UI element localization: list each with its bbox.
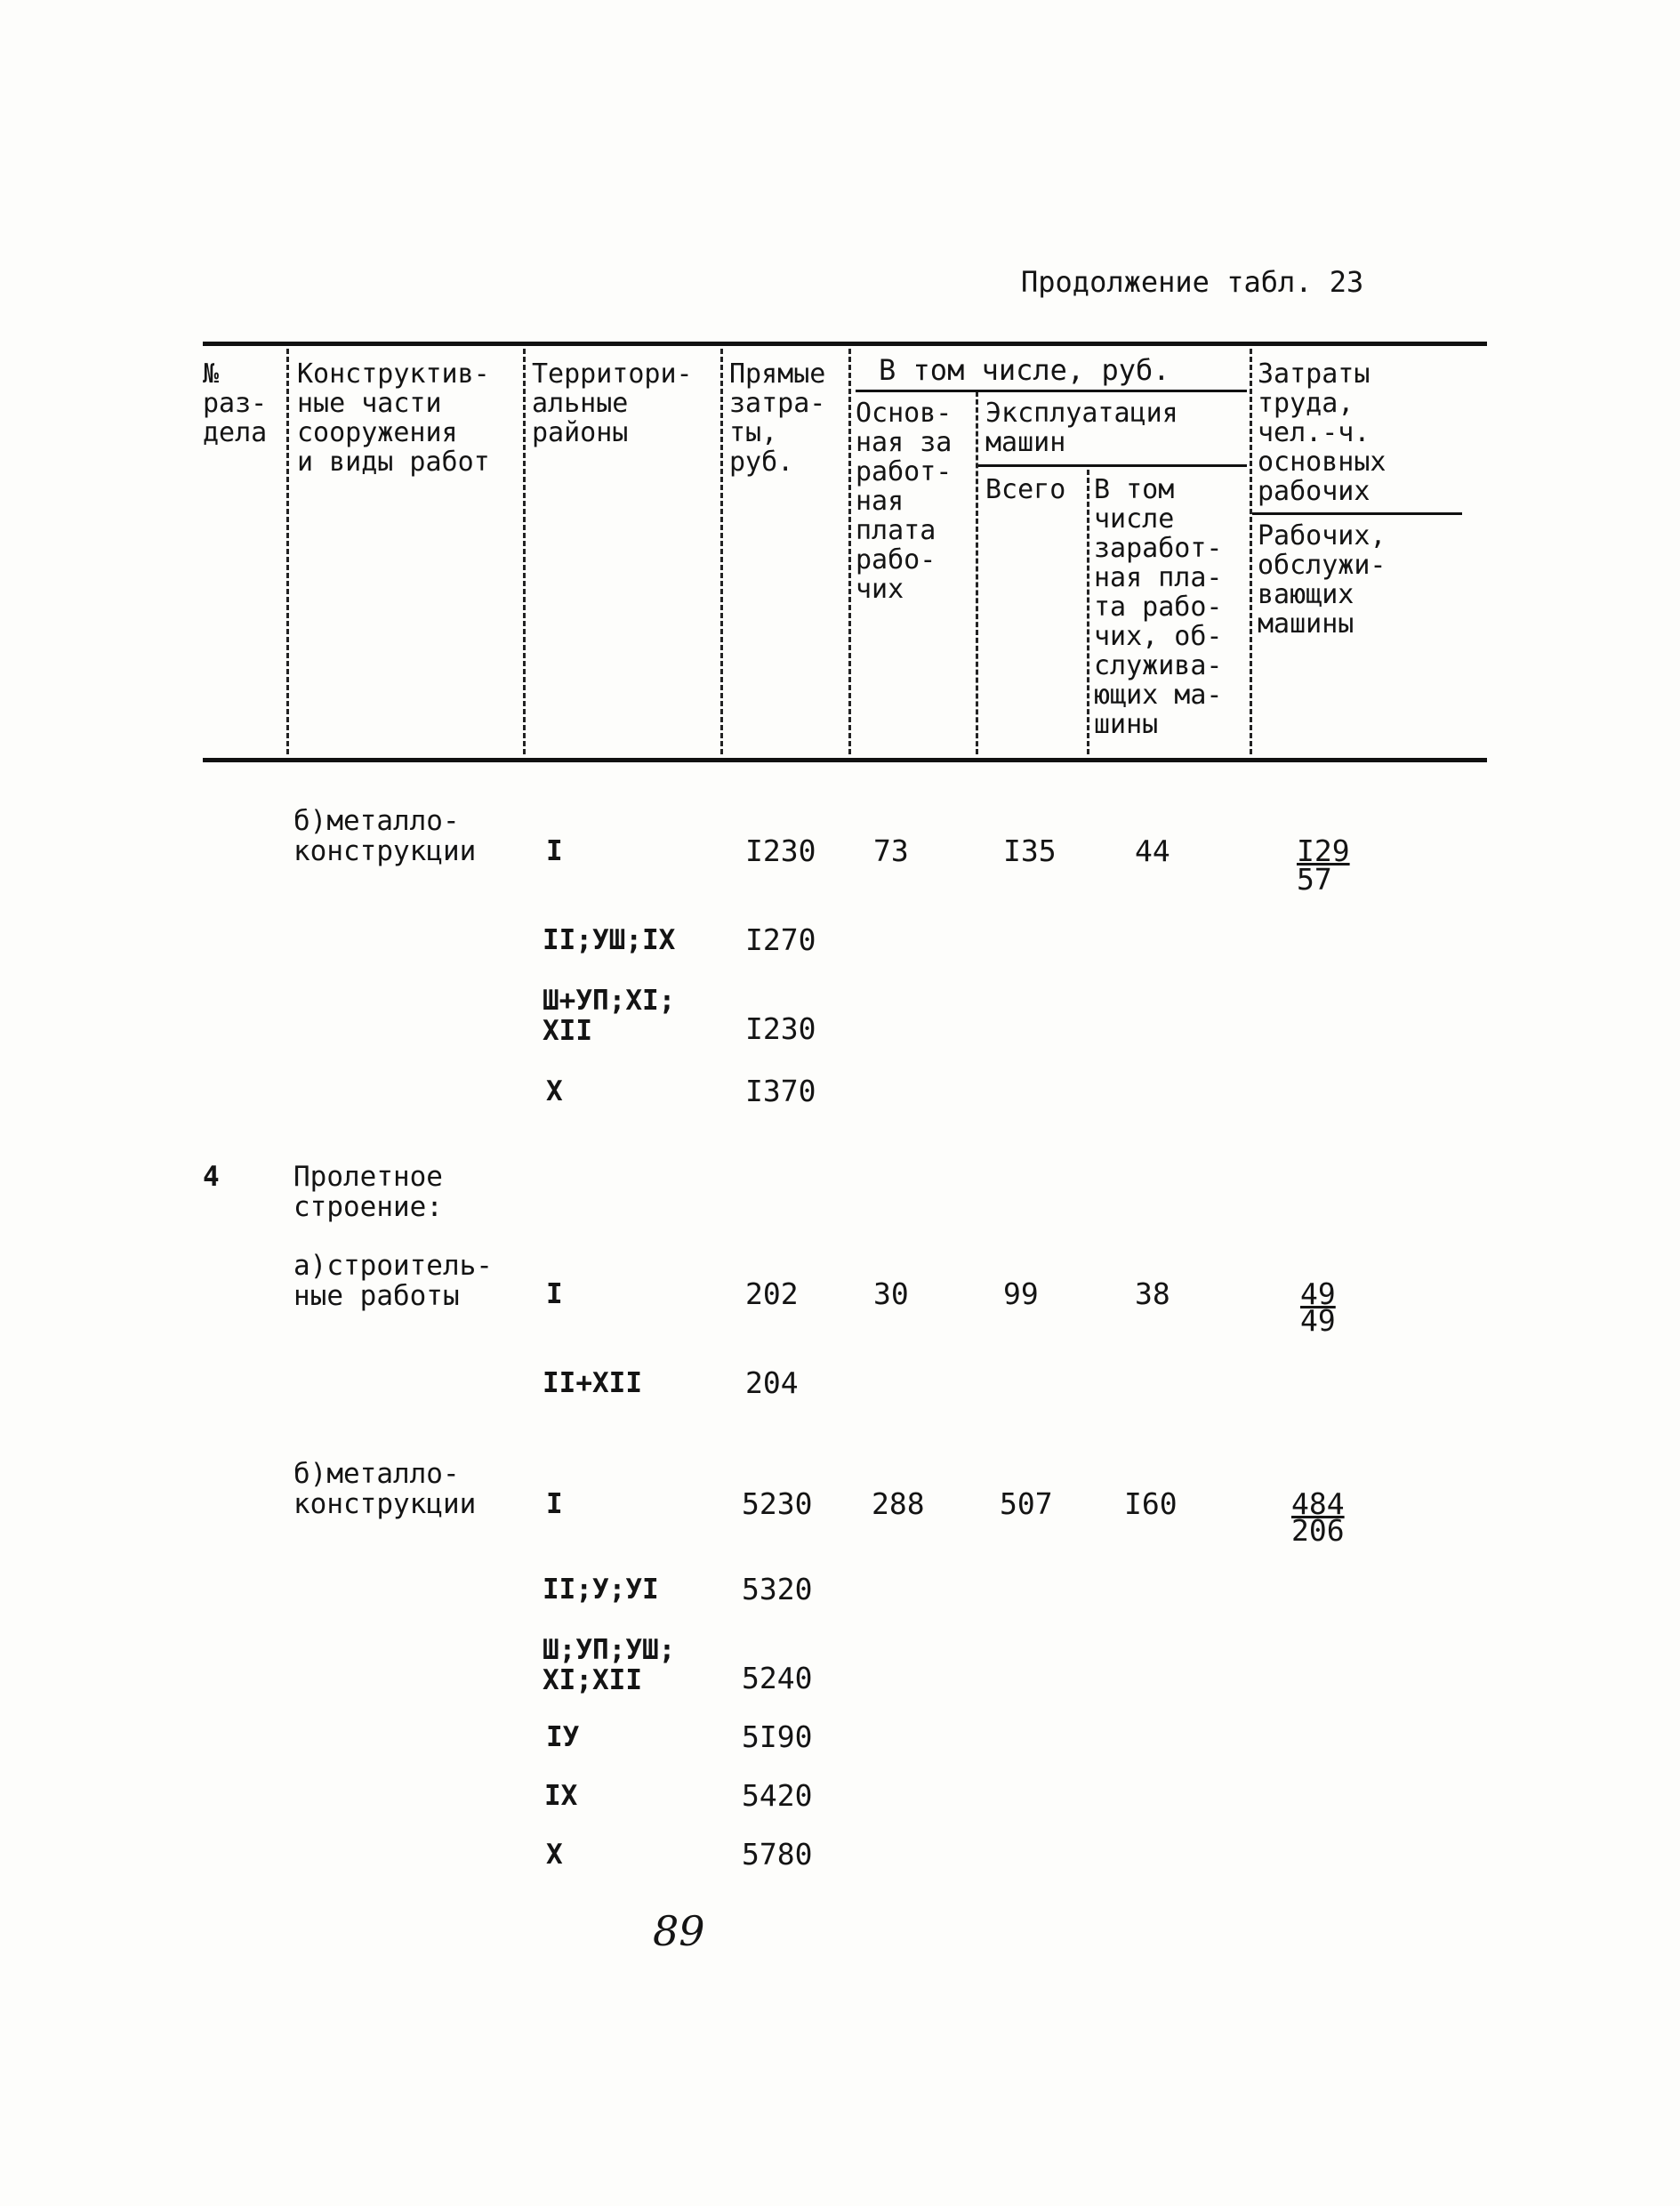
direct-cost-cell: 5780 [742,1837,813,1872]
wage-cell: 288 [872,1486,925,1521]
column-divider [848,349,851,754]
column-divider [1087,470,1089,754]
header-direct-costs: Прямые затра- ты, руб. [729,358,826,478]
machines-total-cell: I35 [1003,833,1057,868]
work-type-label: а)строитель- ные работы [293,1250,493,1312]
column-divider [1250,349,1252,754]
labor-service-value: 206 [1291,1513,1345,1548]
header-machine-wage: В том числе заработ- ная пла- та рабо- чих, об- служива- ющих ма- шины [1094,474,1223,740]
group-underline [856,390,1247,392]
direct-cost-cell: I230 [745,1011,816,1046]
region-cell: II+XII [543,1367,642,1399]
work-type-label: б)металло- конструкции [293,805,477,867]
header-labor-main: Затраты труда, чел.-ч. основных рабочих [1258,358,1387,507]
column-divider [523,349,526,754]
region-cell: II;У;УI [543,1574,659,1606]
group-underline [978,464,1247,467]
header-machines-total: Всего [985,474,1066,505]
labor-service-value: 57 [1297,862,1332,897]
direct-cost-cell: 5320 [742,1572,813,1606]
machines-total-cell: 507 [1000,1486,1053,1521]
wage-cell: 73 [873,833,909,868]
region-cell: I [546,1488,563,1520]
header-territorial-regions: Территори- альные районы [532,358,693,448]
labor-divider [1252,512,1462,515]
page-number: 89 [653,1907,705,1955]
region-cell: Ш;УП;УШ; XI;XII [543,1634,676,1696]
table-caption: Продолжение табл. 23 [1021,265,1364,299]
direct-cost-cell: I230 [745,833,816,868]
labor-main-value: I29 [1297,833,1350,868]
machine-wage-cell: I60 [1124,1486,1178,1521]
labor-main-value: 49 [1300,1276,1336,1311]
region-cell: IX [544,1780,578,1812]
direct-cost-cell: I370 [745,1074,816,1108]
direct-cost-cell: 5420 [742,1778,813,1813]
region-cell: I [546,835,563,867]
region-cell: Ш+УП;XI; XII [543,985,676,1047]
column-divider [286,349,289,754]
direct-cost-cell: I270 [745,922,816,957]
column-divider [720,349,723,754]
header-top-rule [203,342,1487,346]
direct-cost-cell: 5I90 [742,1719,813,1754]
machines-total-cell: 99 [1003,1276,1039,1311]
direct-cost-cell: 202 [745,1276,799,1311]
header-section-number: № раз- дела [203,358,268,448]
region-cell: I [546,1278,563,1310]
direct-cost-cell: 5230 [742,1486,813,1521]
header-group-incl: В том числе, руб. [879,353,1170,387]
direct-cost-cell: 204 [745,1365,799,1400]
region-cell: IУ [546,1721,580,1753]
header-structural-parts: Конструктив- ные части сооружения и виды работ [297,358,490,478]
machine-wage-cell: 38 [1135,1276,1170,1311]
header-bottom-rule [203,758,1487,762]
work-type-label: б)металло- конструкции [293,1458,477,1520]
machine-wage-cell: 44 [1135,833,1170,868]
header-basic-wage: Основ- ная за работ- ная плата рабо- чих [856,398,953,605]
region-cell: X [546,1839,563,1871]
labor-main-value: 484 [1291,1486,1345,1521]
region-cell: X [546,1075,563,1107]
region-cell: II;УШ;IX [543,924,676,956]
header-machine-operation: Эксплуатация машин [985,398,1178,458]
labor-service-value: 49 [1300,1303,1336,1338]
wage-cell: 30 [873,1276,909,1311]
section-number: 4 [203,1161,220,1193]
section-title: Пролетное строение: [293,1161,443,1223]
direct-cost-cell: 5240 [742,1661,813,1695]
header-labor-service: Рабочих, обслужи- вающих машины [1258,520,1387,640]
column-divider [976,391,978,754]
